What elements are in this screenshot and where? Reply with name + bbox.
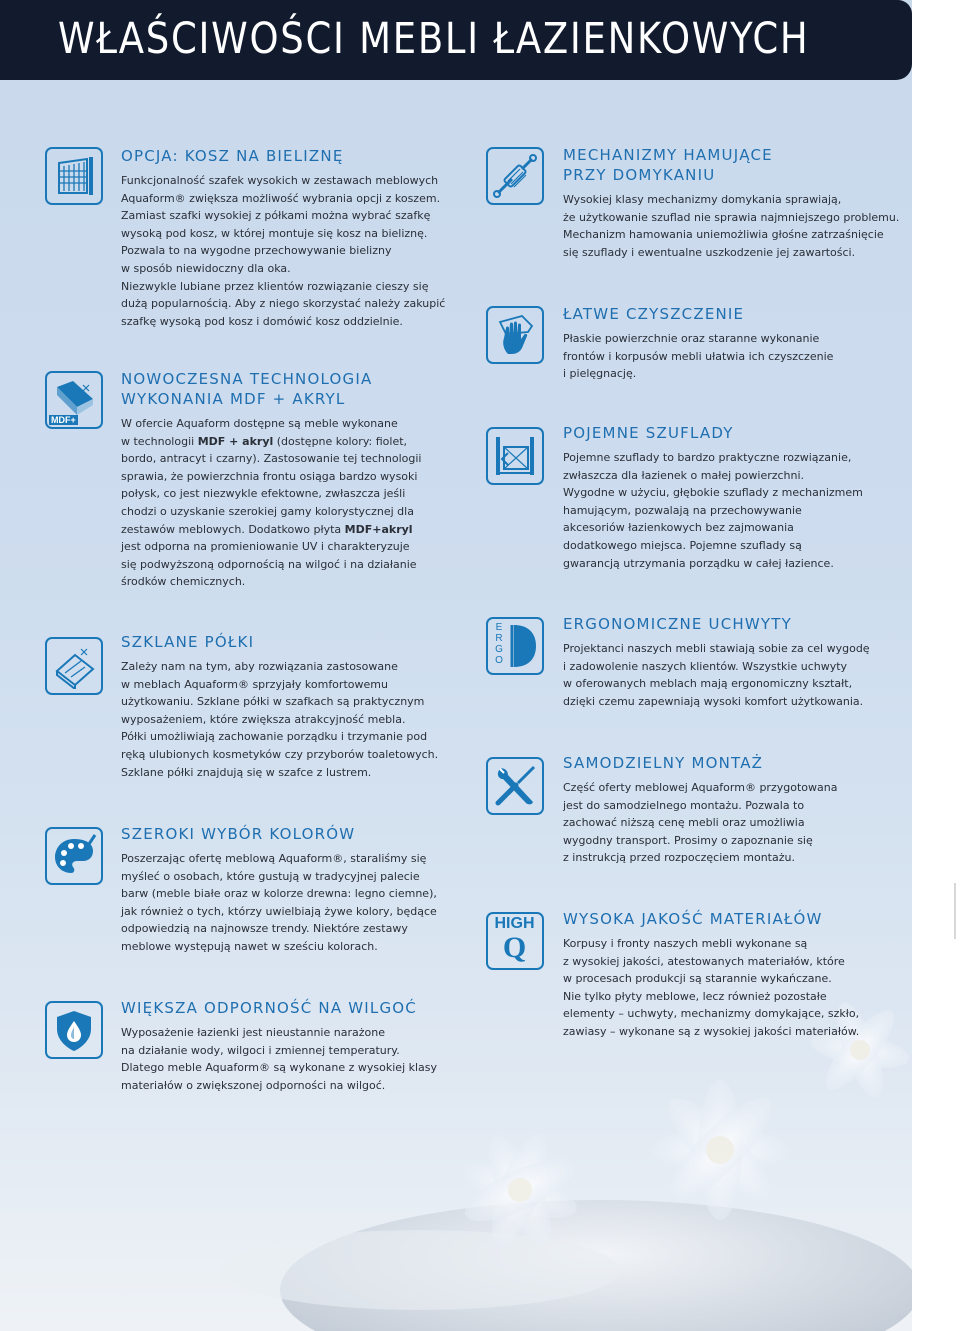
water-shield-icon	[45, 1001, 103, 1059]
section-title: WIĘKSZA ODPORNOŚĆ NA WILGOĆ	[121, 999, 417, 1017]
section-laundry-basket	[121, 146, 445, 330]
section-spacious-drawers	[563, 423, 863, 572]
section-title-line-1: MECHANIZMY HAMUJĄCE	[563, 146, 773, 164]
section-easy-cleaning	[563, 304, 833, 383]
page-edge-mark	[954, 883, 956, 939]
mdf-icon-label: MDF+	[51, 415, 76, 425]
page-header	[0, 0, 912, 80]
section-title: POJEMNE SZUFLADY	[563, 424, 734, 442]
section-soft-close-mechanisms	[563, 145, 899, 261]
section-title-line-2: WYKONANIA MDF + AKRYL	[121, 390, 346, 408]
section-body	[121, 415, 421, 591]
section-body: Pojemne szuflady to bardzo praktyczne rozwiązanie, zwłaszcza dla łazienek o małej powierzchni. Wygodne w użyciu, głębokie szuflady z mechanizmem hamującym, pozwalają na przechowywanie akcesoriów łazienkowych bez zajmowania dodatkowego miejsca. Pojemne szuflady są gwarancją utrzymania porządku w całej łazience.	[563, 451, 863, 570]
glass-shelf-icon	[45, 637, 103, 695]
ergo-letter: G	[495, 644, 503, 655]
section-title: OPCJA: KOSZ NA BIELIZNĘ	[121, 147, 344, 165]
ergo-letter: R	[495, 633, 503, 644]
section-title-line-2: PRZY DOMYKANIU	[563, 166, 716, 184]
body-text: W ofercie Aquaform dostępne są meble wykonane w technologii	[121, 417, 398, 448]
section-self-assembly	[563, 753, 837, 867]
section-title: SZEROKI WYBÓR KOLORÓW	[121, 825, 356, 843]
cleaning-hand-icon	[486, 306, 544, 364]
body-bold-text: MDF + akryl	[197, 434, 274, 448]
body-text: jest odporna na promieniowanie UV i charakteryzuje się podwyższoną odpornością na wilgoć i na działanie środków chemicznych.	[121, 540, 417, 589]
section-body: Wysokiej klasy mechanizmy domykania sprawiają, że użytkowanie szuflad nie sprawia najmniejszego problemu. Mechanizm hamowania uniemożliwia głośne zatrzaśnięcie się szuflady i ewentualne uszkodzenie jej zawartości.	[563, 193, 900, 259]
ergo-letter: O	[495, 655, 503, 666]
section-body: Zależy nam na tym, aby rozwiązania zastosowane w meblach Aquaform® sprzyjały komfortowemu użytkowaniu. Szklane półki w szafkach są praktycznym wyposażeniem, które zwiększa atrakcyjność mebla. Półki umożliwiają zachowanie porządku i trzymanie pod ręką ulubionych kosmetyków czy przyborów toaletowych. Szklane półki znajdują się w szafce z lustrem.	[121, 660, 439, 779]
section-body: Korpusy i fronty naszych mebli wykonane są z wysokiej jakości, atestowanych materiałów, które w procesach produkcji są starannie wykańczane. Nie tylko płyty meblowe, lecz również pozostałe elementy – uchwyty, mechanizmy domykające, szkło, zawiasy – wykonane są z wysokiej jakości materiałów.	[563, 937, 860, 1038]
section-moisture-resistance	[121, 998, 437, 1094]
body-text: (dostępne kolory: fiolet, bordo, antracyt i czarny). Zastosowanie tej technologii sprawia, że powierzchnia frontu osiąga bardzo wysoki połysk, co jest niezwykle efektowne, zwłaszcza jeśli chodzi o uzyskanie szerokiej gamy kolorystycznej dla zestawów meblowych. Dodatkowo płyta	[121, 434, 422, 536]
body-bold-text: MDF+akryl	[344, 522, 413, 536]
palette-icon	[45, 827, 103, 885]
page-title: WŁAŚCIWOŚCI MEBLI ŁAZIENKOWYCH	[58, 14, 810, 64]
section-body: Funkcjonalność szafek wysokich w zestawach meblowych Aquaform® zwiększa możliwość wybrania opcji z koszem. Zamiast szafki wysokiej z półkami można wybrać szafkę wysoką pod kosz, w której montuje się kosz na bieliznę. Pozwala to na wygodne przechowywanie bielizny w sposób niewidoczny dla oka. Niezwykle lubiane przez klientów rozwiązanie cieszy się dużą popularnością. Aby z niego skorzystać należy zakupić szafkę wysoką pod kosz i domówić kosz oddzielnie.	[121, 174, 446, 328]
section-title: ERGONOMICZNE UCHWYTY	[563, 615, 792, 633]
section-body: Wyposażenie łazienki jest nieustannie narażone na działanie wody, wilgoci i zmiennej temperatury. Dlatego meble Aquaform® są wykonane z wysokiej klasy materiałów o zwiększonej odporności na wilgoć.	[121, 1026, 438, 1092]
ergo-handle-icon	[486, 617, 544, 675]
section-body: Część oferty meblowej Aquaform® przygotowana jest do samodzielnego montażu. Pozwala to zachować niższą cenę mebli oraz umożliwia wygodny transport. Prosimy o zapoznanie się z instrukcją przed rozpoczęciem montażu.	[563, 781, 838, 865]
section-glass-shelves	[121, 632, 438, 781]
high-quality-icon	[486, 912, 544, 970]
drawer-icon	[486, 427, 544, 485]
section-body: Projektanci naszych mebli stawiają sobie za cel wygodę i zadowolenie naszych klientów. Wszystkie uchwyty w oferowanych meblach mają ergonomiczny kształt, dzięki czemu zapewniają wysoki komfort użytkowania.	[563, 642, 870, 708]
section-high-quality-materials	[563, 909, 859, 1041]
q-label: Q	[502, 931, 527, 964]
section-title: ŁATWE CZYSZCZENIE	[563, 305, 745, 323]
section-mdf-akryl	[121, 369, 421, 591]
section-body: Płaskie powierzchnie oraz staranne wykonanie frontów i korpusów mebli ułatwia ich czyszczenie i pielęgnację.	[563, 332, 834, 381]
section-ergonomic-handles	[563, 614, 870, 710]
section-title: SZKLANE PÓŁKI	[121, 633, 255, 651]
laundry-basket-icon	[45, 147, 103, 205]
section-title: WYSOKA JAKOŚĆ MATERIAŁÓW	[563, 910, 823, 928]
section-body: Poszerzając ofertę meblową Aquaform®, staraliśmy się myśleć o osobach, które gustują w tradycyjnej palecie barw (meble białe oraz w kolorze drewna: legno ciemne), jak również o tych, którzy uwielbiają żywe kolory, będące odpowiedzią na najnowsze trendy. Niektóre zestawy meblowe występują nawet w sześciu kolorach.	[121, 852, 437, 953]
ergo-letter: E	[495, 622, 503, 633]
high-label: HIGH	[494, 915, 535, 932]
tools-icon	[486, 757, 544, 815]
damper-icon	[486, 147, 544, 205]
section-title-line-1: NOWOCZESNA TECHNOLOGIA	[121, 370, 373, 388]
section-title: SAMODZIELNY MONTAŻ	[563, 754, 764, 772]
mdf-board-icon	[45, 371, 103, 429]
section-wide-colour-choice	[121, 824, 437, 956]
